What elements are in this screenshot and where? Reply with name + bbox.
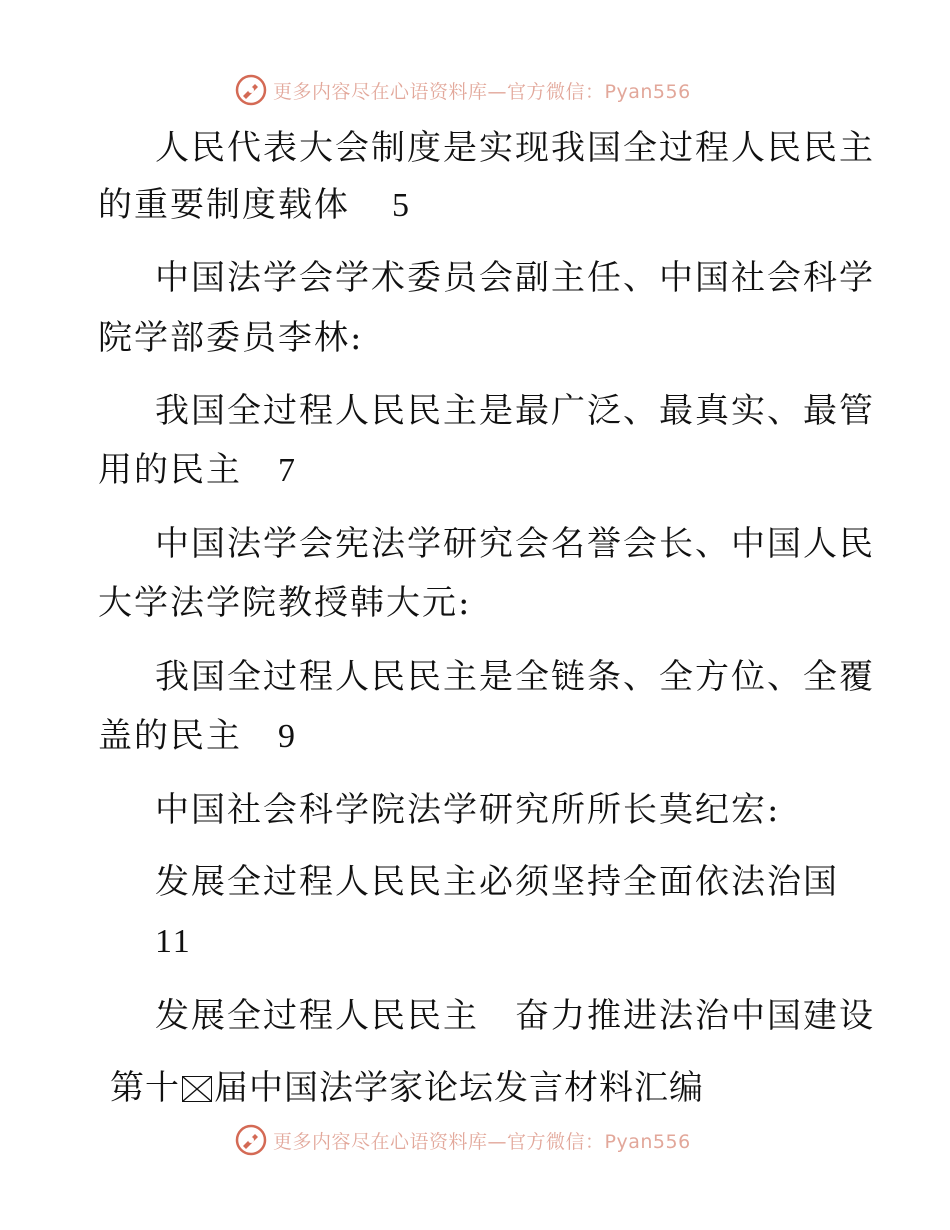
toc-line: 中国社会科学院法学研究所所长莫纪宏: (155, 790, 781, 830)
toc-line: 大学法学院教授韩大元: (98, 583, 472, 623)
toc-line: 院学部委员李林: (98, 318, 364, 358)
watermark-text: 更多内容尽在心语资料库—官方微信：Pyan556 (273, 80, 691, 103)
page-number: 9 (278, 718, 297, 755)
missing-glyph-icon (182, 1076, 212, 1102)
toc-line: 人民代表大会制度是实现我国全过程人民民主 (155, 128, 875, 168)
toc-line (98, 450, 297, 491)
page-number: 5 (392, 187, 411, 224)
page-number: 11 (155, 923, 192, 960)
toc-line-text: 用的民主 (98, 450, 242, 490)
toc-line-text: 盖的民主 (98, 716, 242, 756)
pen-logo-icon (235, 74, 267, 106)
toc-line (98, 185, 411, 226)
document-title (110, 1068, 704, 1108)
document-title-prefix: 第十 (110, 1068, 180, 1108)
toc-line (98, 716, 297, 757)
pen-logo-icon (235, 1124, 267, 1156)
watermark-text: 更多内容尽在心语资料库—官方微信：Pyan556 (273, 1130, 691, 1153)
toc-line: 中国法学会宪法学研究会名誉会长、中国人民 (155, 524, 875, 564)
toc-line: 我国全过程人民民主是全链条、全方位、全覆 (155, 657, 875, 697)
toc-line: 我国全过程人民民主是最广泛、最真实、最管 (155, 391, 875, 431)
toc-line: 中国法学会学术委员会副主任、中国社会科学 (155, 258, 875, 298)
document-title-suffix: 届中国法学家论坛发言材料汇编 (214, 1068, 704, 1108)
watermark-top (235, 72, 691, 108)
toc-line: 发展全过程人民民主 奋力推进法治中国建设 (155, 996, 875, 1036)
watermark-bottom (235, 1122, 691, 1158)
page-number: 7 (278, 452, 297, 489)
toc-line-text: 的重要制度载体 (98, 185, 350, 225)
toc-line: 发展全过程人民民主必须坚持全面依法治国 (155, 862, 839, 902)
